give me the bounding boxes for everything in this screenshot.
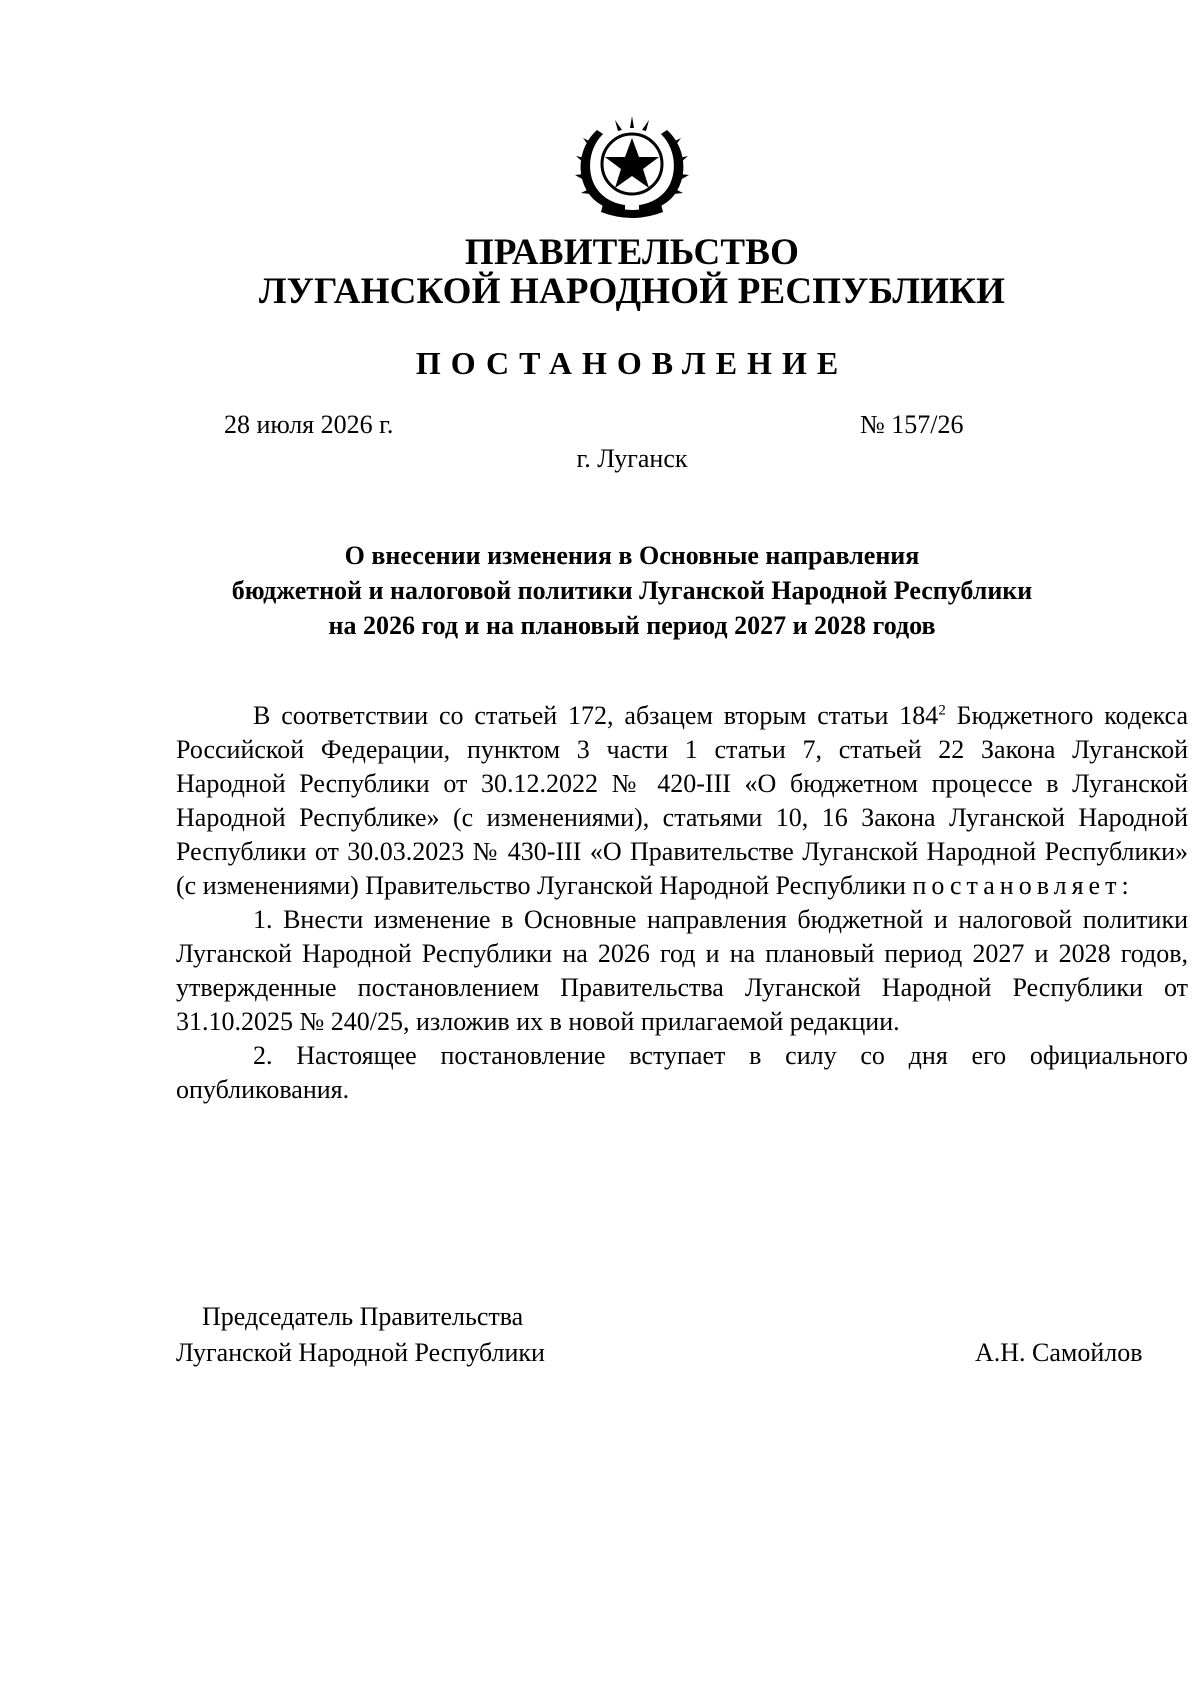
- preamble-verb: постановляет: [912, 871, 1122, 900]
- subject-line3: на 2026 год и на плановый период 2027 и 2028 годов: [328, 611, 936, 640]
- item-2-paragraph: 2. Настоящее постановление вступает в силу со дня его официального опубликования.: [176, 1041, 1188, 1104]
- organization-title-line2: ЛУГАНСКОЙ НАРОДНОЙ РЕСПУБЛИКИ: [258, 271, 1006, 312]
- preamble-end: :: [1121, 871, 1129, 900]
- signer-position-line2: Луганской Народной Республики: [176, 1338, 545, 1367]
- subject-line1: О внесении изменения в Основные направления: [344, 541, 920, 570]
- organization-title-line1: ПРАВИТЕЛЬСТВО: [464, 232, 800, 273]
- preamble-text-part2: Бюджетного кодекса Российской Федерации, пунктом 3 части 1 статьи 7, статьей 22 Закона Луганской Народной Республики от 30.12.2022 № 420-III «О бюджетном процессе в Луганской Народной Республике» (с изменениями), статьями 10, 16 Закона Луганской Народной Республики от 30.03.2023 № 430-III «О Правительстве Луганской Народной Республики» (с изменениями) Правительство Луганской Народной Республики: [176, 701, 1188, 900]
- document-date: 28 июля 2026 г.: [224, 410, 394, 439]
- document-body: [176, 699, 1188, 1107]
- document-city: г. Луганск: [576, 444, 688, 473]
- preamble-superscript: 2: [938, 702, 946, 719]
- document-subject: [0, 538, 1200, 643]
- subject-line2: бюджетной и налоговой политики Луганской Народной Республики: [231, 576, 1033, 605]
- preamble-paragraph: [176, 699, 1188, 903]
- coat-of-arms-icon: [567, 112, 697, 222]
- document-type: ПОСТАНОВЛЕНИЕ: [415, 345, 849, 381]
- signer-position-line1: Председатель Правительства: [202, 1302, 524, 1331]
- signer-name: А.Н. Самойлов: [975, 1338, 1143, 1367]
- item-1-paragraph: 1. Внести изменение в Основные направления бюджетной и налоговой политики Луганской Народной Республики на 2026 год и на плановый период 2027 и 2028 годов, утвержденные постановлением Правительства Луганской Народной Республики от 31.10.2025 № 240/25, изложив их в новой прилагаемой редакции.: [176, 905, 1188, 1036]
- document-number: № 157/26: [860, 410, 964, 439]
- signer-position: [176, 1299, 545, 1371]
- preamble-text-part1: В соответствии со статьей 172, абзацем вторым статьи 184: [253, 701, 939, 730]
